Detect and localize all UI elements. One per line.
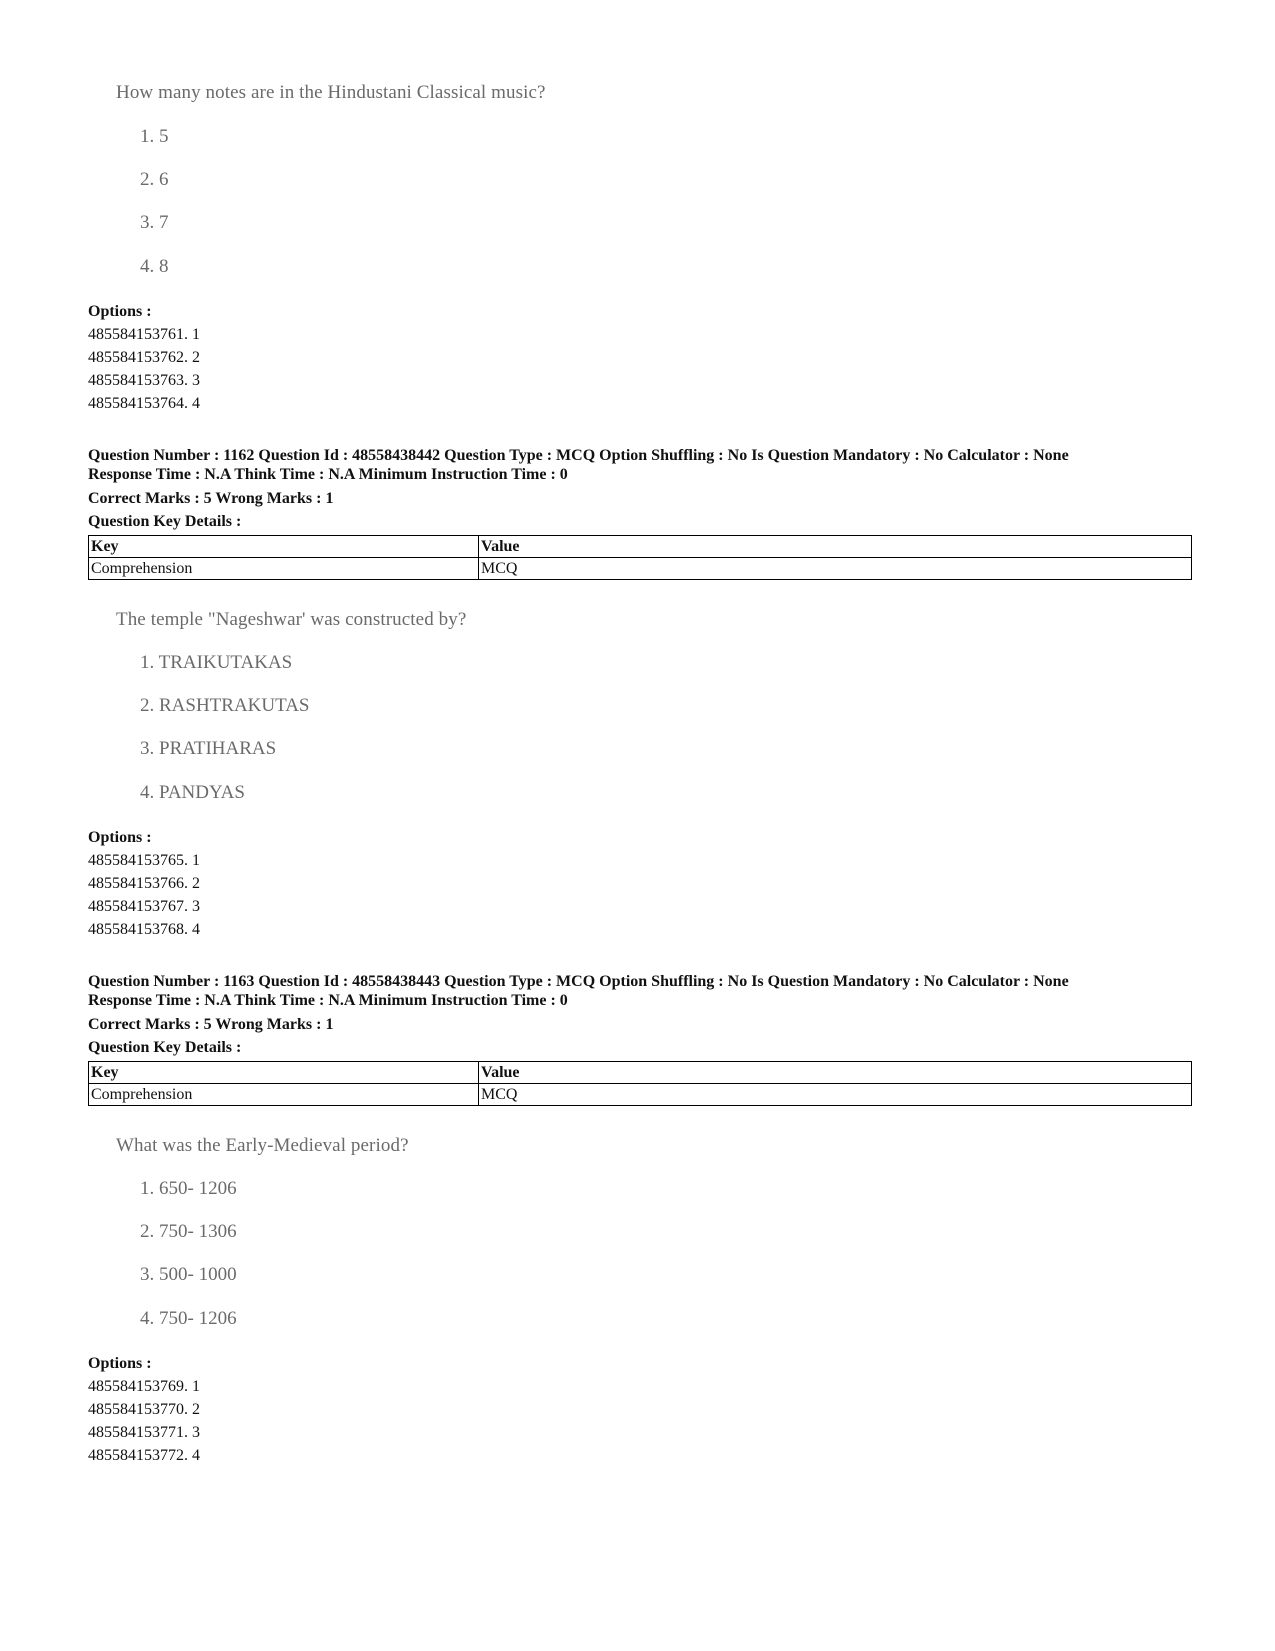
table-cell-value: MCQ (479, 558, 1192, 580)
question-text: How many notes are in the Hindustani Classical music? (116, 82, 546, 103)
table-cell-key: Comprehension (89, 558, 479, 580)
option-id-1: 485584153761. 1 (88, 326, 200, 343)
question-text: The temple "Nageshwar' was constructed by? (116, 609, 467, 630)
choice-1: 1. TRAIKUTAKAS (140, 652, 293, 673)
choice-4: 4. 8 (140, 256, 169, 277)
question-text: What was the Early-Medieval period? (116, 1135, 409, 1156)
question-meta-line2: Response Time : N.A Think Time : N.A Minimum Instruction Time : 0 (88, 466, 568, 483)
option-id-4: 485584153768. 4 (88, 921, 200, 938)
choice-3: 3. PRATIHARAS (140, 738, 277, 759)
choice-1: 1. 5 (140, 126, 169, 147)
option-id-1: 485584153765. 1 (88, 852, 200, 869)
key-details-label: Question Key Details : (88, 513, 242, 530)
option-id-2: 485584153762. 2 (88, 349, 200, 366)
options-label: Options : (88, 1355, 152, 1372)
table-header-value: Value (479, 1062, 1192, 1084)
table-header-key: Key (89, 1062, 479, 1084)
choice-3: 3. 7 (140, 212, 169, 233)
question-meta-line2: Response Time : N.A Think Time : N.A Minimum Instruction Time : 0 (88, 992, 568, 1009)
option-id-4: 485584153772. 4 (88, 1447, 200, 1464)
table-header-value: Value (479, 536, 1192, 558)
option-id-3: 485584153767. 3 (88, 898, 200, 915)
choice-2: 2. 750- 1306 (140, 1221, 237, 1242)
choice-2: 2. 6 (140, 169, 169, 190)
table-header-key: Key (89, 536, 479, 558)
marks-line: Correct Marks : 5 Wrong Marks : 1 (88, 1016, 334, 1033)
option-id-3: 485584153763. 3 (88, 372, 200, 389)
marks-line: Correct Marks : 5 Wrong Marks : 1 (88, 490, 334, 507)
option-id-2: 485584153770. 2 (88, 1401, 200, 1418)
choice-1: 1. 650- 1206 (140, 1178, 237, 1199)
question-meta-line1: Question Number : 1163 Question Id : 48558438443 Question Type : MCQ Option Shuffling : No Is Question Mandatory : No Calculator : None (88, 973, 1069, 990)
choice-2: 2. RASHTRAKUTAS (140, 695, 310, 716)
option-id-4: 485584153764. 4 (88, 395, 200, 412)
choice-4: 4. 750- 1206 (140, 1308, 237, 1329)
key-details-table (88, 1061, 1192, 1106)
option-id-3: 485584153771. 3 (88, 1424, 200, 1441)
choice-4: 4. PANDYAS (140, 782, 245, 803)
option-id-1: 485584153769. 1 (88, 1378, 200, 1395)
key-details-label: Question Key Details : (88, 1039, 242, 1056)
table-cell-value: MCQ (479, 1084, 1192, 1106)
question-meta-line1: Question Number : 1162 Question Id : 48558438442 Question Type : MCQ Option Shuffling : No Is Question Mandatory : No Calculator : None (88, 447, 1069, 464)
table-cell-key: Comprehension (89, 1084, 479, 1106)
option-id-2: 485584153766. 2 (88, 875, 200, 892)
options-label: Options : (88, 303, 152, 320)
key-details-table (88, 535, 1192, 580)
choice-3: 3. 500- 1000 (140, 1264, 237, 1285)
options-label: Options : (88, 829, 152, 846)
